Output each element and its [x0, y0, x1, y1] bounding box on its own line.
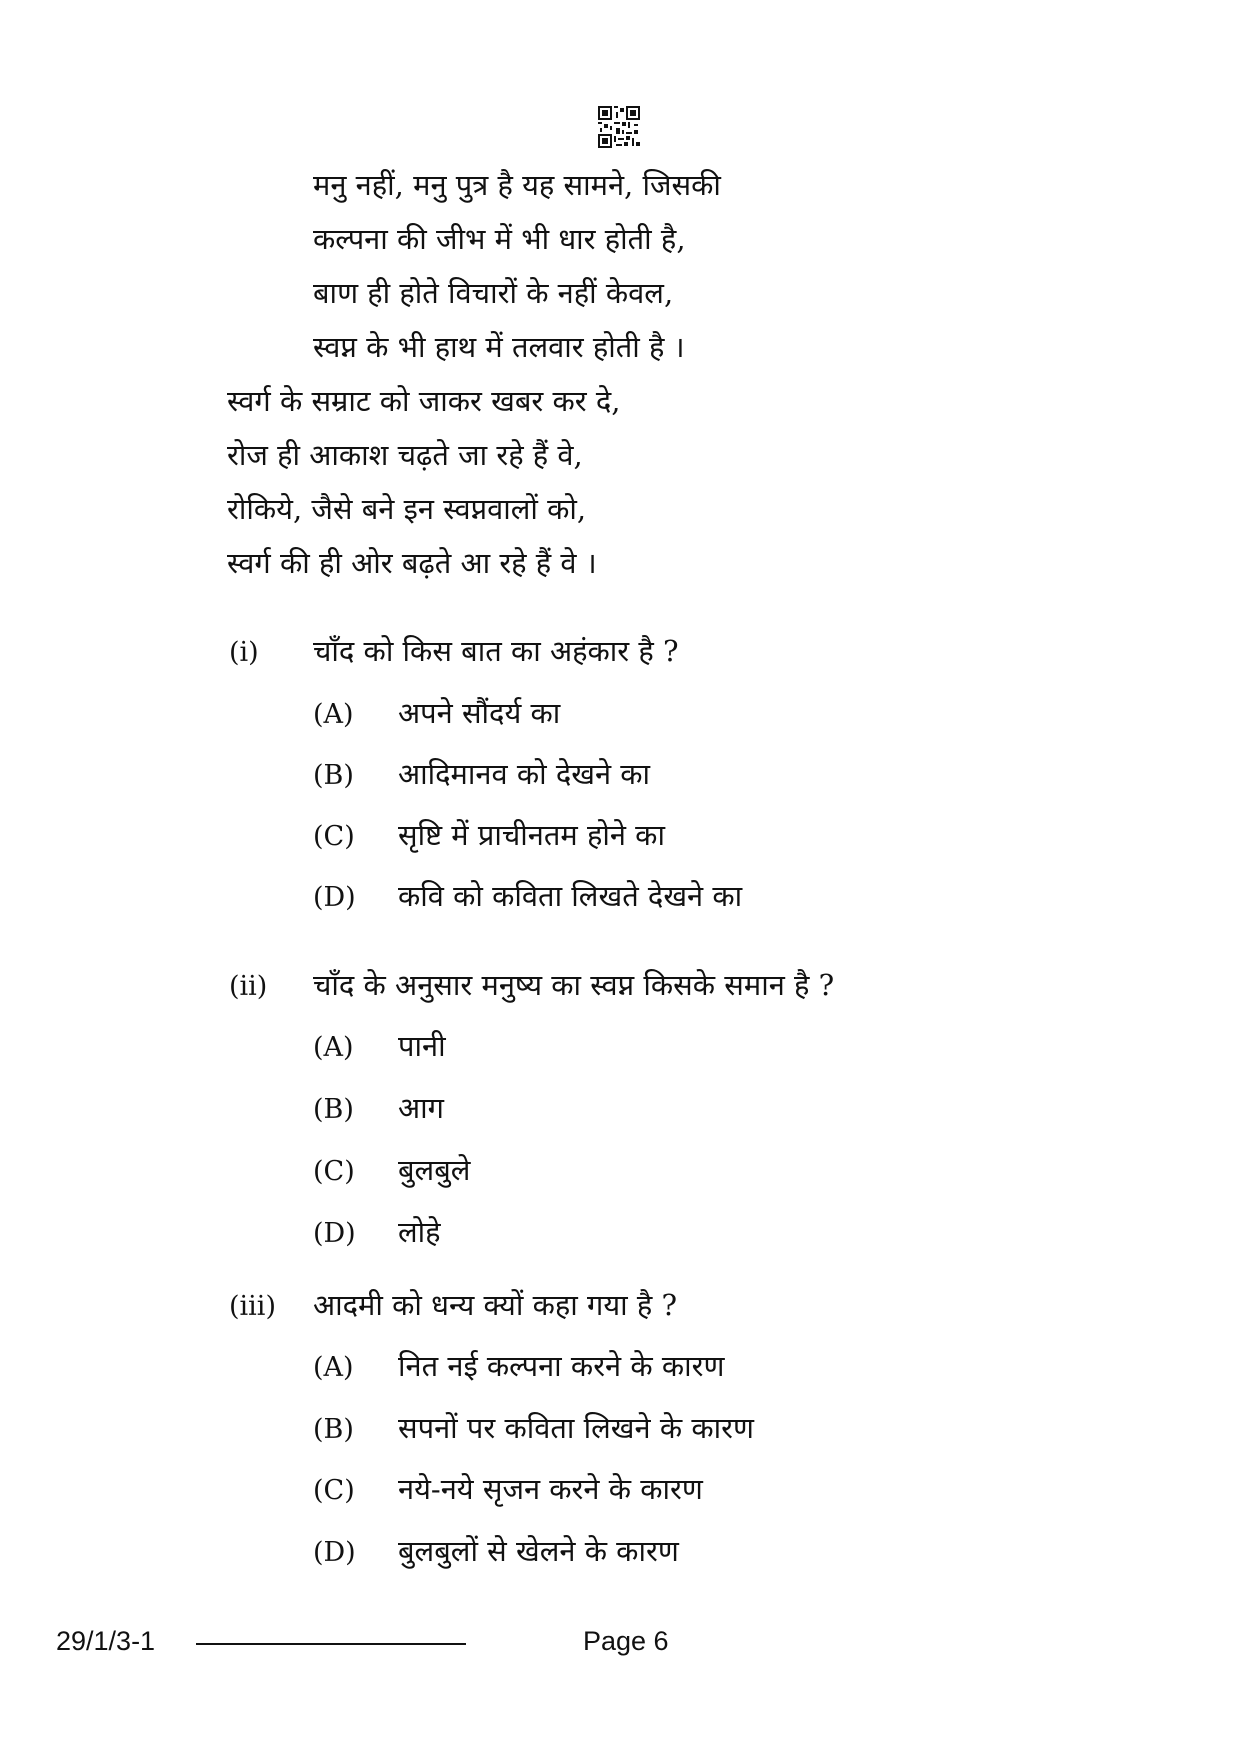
option-text: अपने सौंदर्य का [398, 696, 561, 730]
option-label: (C) [313, 821, 355, 852]
question-text: चाँद के अनुसार मनुष्य का स्वप्न किसके समान है ? [313, 968, 835, 1002]
question-number: (iii) [229, 1291, 276, 1322]
paper-code: 29/1/3-1 [56, 1626, 156, 1656]
option-text: आग [398, 1091, 444, 1125]
question-text: आदमी को धन्य क्यों कहा गया है ? [313, 1288, 678, 1322]
option-text: आदिमानव को देखने का [398, 757, 651, 791]
option-label: (B) [313, 1414, 354, 1445]
question-number: (ii) [229, 971, 268, 1002]
option-label: (C) [313, 1156, 355, 1187]
question-number: (i) [229, 637, 259, 668]
option-text: सृष्टि में प्राचीनतम होने का [398, 818, 665, 852]
option-text: नित नई कल्पना करने के कारण [398, 1349, 725, 1383]
poem-line: कल्पना की जीभ में भी धार होती है, [313, 222, 686, 256]
option-label: (A) [313, 699, 354, 730]
poem-line: बाण ही होते विचारों के नहीं केवल, [313, 276, 674, 310]
page-number: Page 6 [583, 1626, 669, 1656]
option-text: लोहे [398, 1215, 441, 1249]
poem-line: रोकिये, जैसे बने इन स्वप्नवालों को, [227, 492, 587, 526]
option-label: (D) [313, 882, 356, 913]
option-text: कवि को कविता लिखते देखने का [398, 879, 743, 913]
poem-line: स्वर्ग के सम्राट को जाकर खबर कर दे, [227, 384, 621, 418]
poem-line: स्वप्न के भी हाथ में तलवार होती है । [313, 330, 685, 364]
option-text: पानी [398, 1029, 446, 1063]
option-label: (B) [313, 760, 354, 791]
option-label: (B) [313, 1094, 354, 1125]
poem-line: स्वर्ग की ही ओर बढ़ते आ रहे हैं वे । [227, 546, 597, 580]
option-text: नये-नये सृजन करने के कारण [398, 1472, 703, 1506]
option-label: (C) [313, 1475, 355, 1506]
option-text: बुलबुले [398, 1153, 471, 1187]
poem-line: रोज ही आकाश चढ़ते जा रहे हैं वे, [227, 438, 583, 472]
option-label: (A) [313, 1352, 354, 1383]
option-text: बुलबुलों से खेलने के कारण [398, 1534, 679, 1568]
footer-divider [196, 1643, 466, 1645]
option-text: सपनों पर कविता लिखने के कारण [398, 1411, 754, 1445]
qr-code-icon [598, 106, 640, 148]
poem-line: मनु नहीं, मनु पुत्र है यह सामने, जिसकी [313, 168, 721, 202]
option-label: (A) [313, 1032, 354, 1063]
question-text: चाँद को किस बात का अहंकार है ? [313, 634, 679, 668]
option-label: (D) [313, 1218, 356, 1249]
option-label: (D) [313, 1537, 356, 1568]
